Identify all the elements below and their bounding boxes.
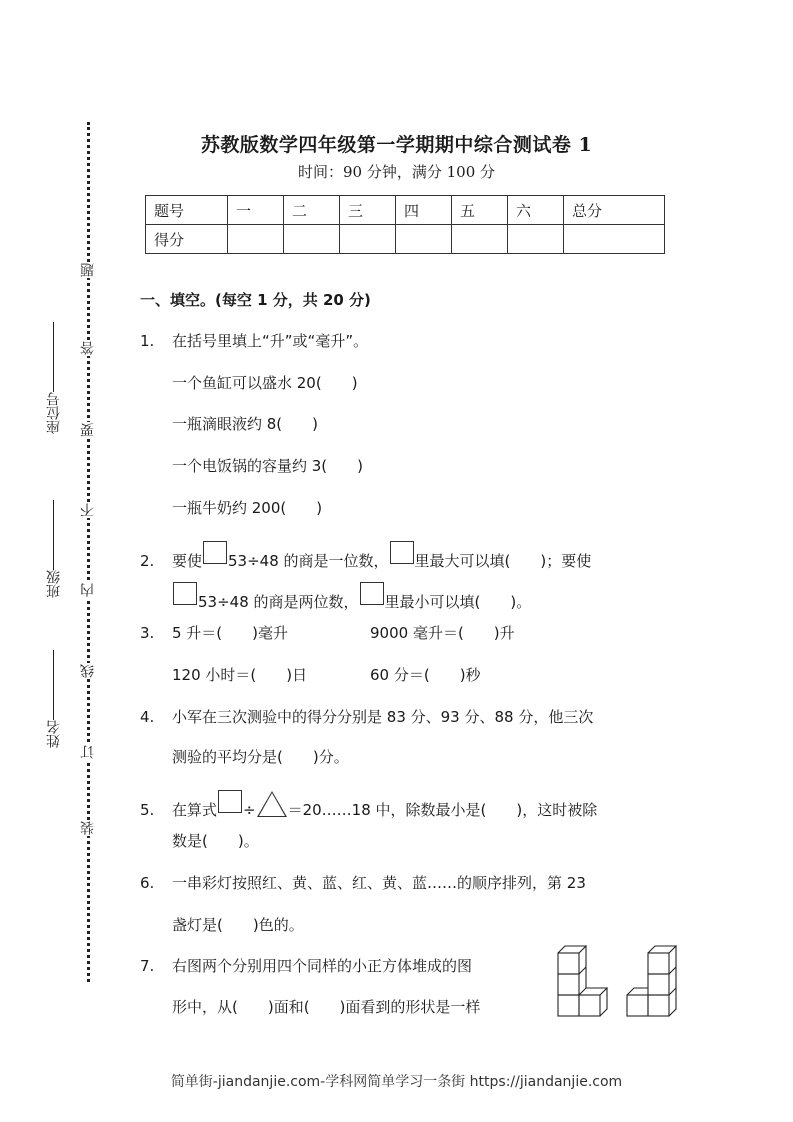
binding-word: 不 — [80, 503, 96, 517]
question-text: 小军在三次测验中的得分分别是 83 分、93 分、88 分，他三次 — [172, 708, 594, 726]
table-header-cell: 题号 — [146, 196, 228, 225]
score-table-score-row — [146, 225, 665, 254]
question-number: 7. — [140, 957, 155, 975]
question-number: 4. — [140, 708, 155, 726]
class-field[interactable] — [44, 500, 64, 598]
cube-stack-left-icon — [558, 946, 607, 1016]
square-box-icon — [218, 790, 242, 813]
seat-number-blank[interactable] — [54, 322, 55, 392]
question-text: 里最大可以填( )；要使 — [414, 552, 592, 570]
seat-number-label: 座位号 — [46, 392, 62, 434]
question-1-item: 一个鱼缸可以盛水 20( ) — [172, 374, 358, 392]
question-1-item: 一瓶滴眼液约 8( ) — [172, 415, 319, 433]
footer-watermark: 简单街-jiandanjie.com-学科网简单学习一条街 https://jiandanjie.com — [170, 1074, 623, 1090]
seat-number-field[interactable] — [44, 322, 64, 434]
question-text: 53÷48 的商是一位数， — [228, 552, 389, 570]
question-5-line2: 数是( )。 — [172, 832, 259, 850]
question-number: 5. — [140, 801, 155, 819]
question-number: 3. — [140, 624, 155, 642]
question-item: 120 小时＝( )日 — [172, 666, 308, 684]
question-text: 里最小可以填( )。 — [384, 593, 532, 611]
question-4-line2: 测验的平均分是( )分。 — [172, 748, 349, 766]
question-5 — [140, 790, 597, 820]
question-4 — [140, 706, 593, 727]
score-table — [145, 195, 665, 254]
question-1-item: 一个电饭锅的容量约 3( ) — [172, 457, 364, 475]
square-box-icon — [390, 541, 414, 564]
score-cell[interactable] — [228, 225, 284, 254]
table-header-cell: 五 — [452, 196, 508, 225]
question-6-line2: 盏灯是( )色的。 — [172, 916, 304, 934]
question-1 — [140, 330, 368, 351]
question-item: 60 分＝( )秒 — [370, 666, 481, 684]
cube-stack-right-icon — [627, 946, 676, 1016]
question-6 — [140, 872, 586, 893]
square-box-icon — [173, 582, 197, 605]
question-item: 5 升＝( )毫升 — [172, 624, 289, 642]
table-header-cell: 三 — [340, 196, 396, 225]
score-cell[interactable] — [564, 225, 665, 254]
table-header-cell: 二 — [284, 196, 340, 225]
class-blank[interactable] — [54, 500, 55, 570]
score-row-label: 得分 — [146, 225, 228, 254]
class-label: 班级 — [46, 570, 62, 598]
triangle-icon — [257, 791, 287, 817]
binding-word: 要 — [80, 423, 96, 437]
question-item: 9000 毫升＝( )升 — [370, 624, 515, 642]
binding-word: 线 — [80, 664, 96, 678]
binding-word: 题 — [80, 263, 96, 277]
question-number: 1. — [140, 332, 155, 350]
question-text: ＝20……18 中，除数最小是( )，这时被除 — [287, 801, 598, 819]
question-7-line2: 形中，从( )面和( )面看到的形状是一样 — [172, 998, 481, 1016]
question-text: 右图两个分别用四个同样的小正方体堆成的图 — [172, 957, 473, 975]
section-title: 一、填空。(每空 1 分，共 20 分) — [140, 291, 371, 309]
question-text: 要使 — [172, 552, 203, 570]
question-number: 6. — [140, 874, 155, 892]
score-cell[interactable] — [340, 225, 396, 254]
question-3-line2 — [172, 664, 481, 685]
page-subtitle: 时间：90 分钟，满分 100 分 — [297, 163, 496, 181]
binding-word: 装 — [80, 821, 96, 835]
table-header-cell: 一 — [228, 196, 284, 225]
name-label: 姓名 — [46, 720, 62, 748]
table-header-cell: 四 — [396, 196, 452, 225]
question-text: 一串彩灯按照红、黄、蓝、红、黄、蓝……的顺序排列，第 23 — [172, 874, 586, 892]
binding-word: 订 — [80, 745, 96, 759]
name-blank[interactable] — [54, 650, 55, 720]
name-field[interactable] — [44, 650, 64, 748]
question-2 — [140, 541, 591, 571]
score-cell[interactable] — [396, 225, 452, 254]
page-title: 苏教版数学四年级第一学期期中综合测试卷 1 — [200, 134, 593, 156]
binding-dotted-line — [87, 122, 90, 982]
question-text: 53÷48 的商是两位数， — [198, 593, 359, 611]
question-number: 2. — [140, 552, 155, 570]
question-3 — [140, 622, 515, 643]
binding-word: 内 — [80, 583, 96, 597]
divide-sign: ÷ — [243, 801, 256, 819]
question-text: 在括号里填上“升”或“毫升”。 — [172, 332, 369, 350]
question-text: 在算式 — [172, 801, 218, 819]
question-2-line2 — [172, 582, 531, 612]
question-7 — [140, 955, 472, 976]
binding-word: 答 — [80, 341, 96, 355]
table-header-cell: 总分 — [564, 196, 665, 225]
score-table-header-row — [146, 196, 665, 225]
score-cell[interactable] — [284, 225, 340, 254]
score-cell[interactable] — [508, 225, 564, 254]
square-box-icon — [360, 582, 384, 605]
question-1-item: 一瓶牛奶约 200( ) — [172, 499, 323, 517]
score-cell[interactable] — [452, 225, 508, 254]
square-box-icon — [203, 541, 227, 564]
cube-stacks-figure — [555, 943, 680, 1025]
table-header-cell: 六 — [508, 196, 564, 225]
